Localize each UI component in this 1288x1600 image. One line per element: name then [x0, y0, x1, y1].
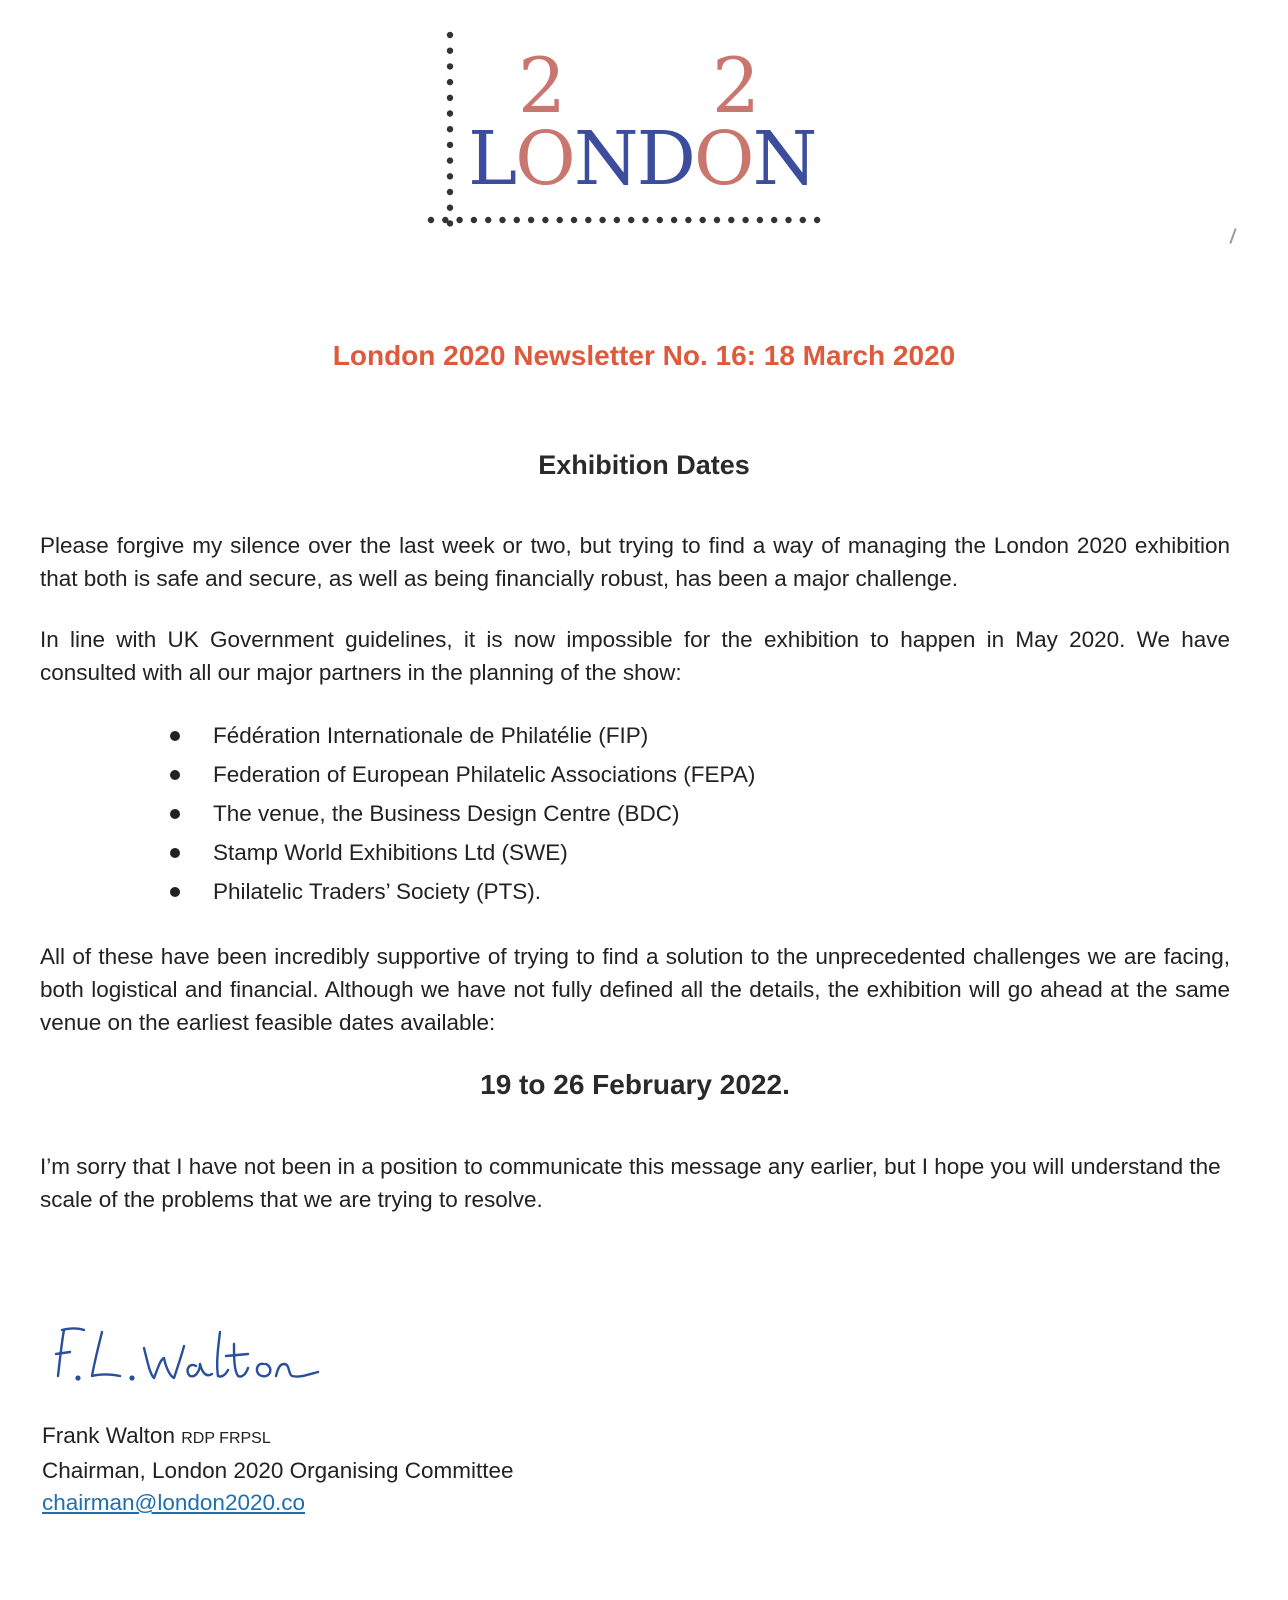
- perforation-dot: [447, 173, 453, 179]
- perforation-dot: [447, 205, 453, 211]
- partner-label: The venue, the Business Design Centre (BDC): [213, 801, 680, 826]
- bullet-icon: [170, 809, 180, 819]
- perforation-dot: [571, 217, 577, 223]
- list-item: [168, 833, 755, 872]
- bullet-icon: [170, 770, 180, 780]
- signer-email-link[interactable]: chairman@london2020.co: [42, 1490, 306, 1515]
- signer-role: Chairman, London 2020 Organising Committee: [42, 1458, 514, 1483]
- perforation-dot: [757, 217, 763, 223]
- bullet-icon: [170, 731, 180, 741]
- perforation-dot: [685, 217, 691, 223]
- perforation-dot: [447, 110, 453, 116]
- perforation-dot: [447, 63, 453, 69]
- list-item: [168, 755, 755, 794]
- logo-digit-left: 2: [517, 41, 567, 130]
- perforation-dot: [514, 217, 520, 223]
- partner-label: Stamp World Exhibitions Ltd (SWE): [213, 840, 568, 865]
- scan-mark: [1229, 228, 1236, 244]
- paragraph-apology: I’m sorry that I have not been in a position to communicate this message any earlier, but I hope you will understand the scale of the problems that we are trying to resolve.: [40, 1154, 1221, 1212]
- newsletter-title: London 2020 Newsletter No. 16: 18 March 2020: [332, 340, 956, 371]
- logo-digit-right: 2: [711, 41, 761, 130]
- perforation-dot: [447, 142, 453, 148]
- partner-label: Federation of European Philatelic Associations (FEPA): [213, 762, 756, 787]
- perforation-dot: [528, 217, 534, 223]
- perforation-dot: [447, 189, 453, 195]
- perforation-dot: [700, 217, 706, 223]
- perforation-dot: [456, 217, 462, 223]
- perforation-dot: [447, 48, 453, 54]
- perforation-dot: [447, 126, 453, 132]
- perforation-dot: [599, 217, 605, 223]
- london-2020-logo: [420, 20, 860, 260]
- handwritten-signature: [44, 1318, 334, 1398]
- signer-block: [42, 1420, 514, 1519]
- perforation-dot: [671, 217, 677, 223]
- paragraph-intro: Please forgive my silence over the last week or two, but trying to find a way of managing the London 2020 exhibition that both is safe and secure, as well as being financially robust, has been a major challenge.: [40, 533, 1230, 591]
- perforation-dot: [657, 217, 663, 223]
- partner-label: Philatelic Traders’ Society (PTS).: [213, 879, 542, 904]
- perforation-dot: [628, 217, 634, 223]
- logo-perforation-vertical: [447, 32, 453, 227]
- perforation-dot: [742, 217, 748, 223]
- signer-name: Frank Walton: [42, 1423, 175, 1448]
- perforation-dot: [447, 95, 453, 101]
- perforation-dot: [447, 157, 453, 163]
- perforation-dot: [557, 217, 563, 223]
- perforation-dot: [785, 217, 791, 223]
- perforation-dot: [447, 79, 453, 85]
- logo-perforation-horizontal: [428, 217, 821, 223]
- perforation-dot: [614, 217, 620, 223]
- signer-name-line: [42, 1420, 514, 1455]
- perforation-dot: [585, 217, 591, 223]
- perforation-dot: [447, 32, 453, 38]
- perforation-dot: [428, 217, 434, 223]
- perforation-dot: [714, 217, 720, 223]
- paragraph-support: All of these have been incredibly supportive of trying to find a solution to the unprecedented challenges we are facing, both logistical and financial. Although we have not fully defined all the details, the exhibition will go ahead at the same venue on the earliest feasible dates available:: [40, 944, 1230, 1035]
- perforation-dot: [800, 217, 806, 223]
- signature-graphic: [44, 1318, 334, 1398]
- perforation-dot: [442, 217, 448, 223]
- perforation-dot: [642, 217, 648, 223]
- perforation-dot: [471, 217, 477, 223]
- logo-wordmark: LONDON: [468, 116, 816, 202]
- logo-graphic: [420, 20, 860, 260]
- partners-list: [168, 716, 755, 911]
- perforation-dot: [485, 217, 491, 223]
- perforation-dot: [814, 217, 820, 223]
- list-item: [168, 794, 755, 833]
- list-item: [168, 872, 755, 911]
- signer-post-nominals: RDP FRPSL: [181, 1430, 271, 1447]
- paragraph-guidelines: In line with UK Government guidelines, it is now impossible for the exhibition to happen in May 2020. We have consulted with all our major partners in the planning of the show:: [40, 627, 1230, 685]
- bullet-icon: [170, 848, 180, 858]
- list-item: [168, 716, 755, 755]
- perforation-dot: [499, 217, 505, 223]
- perforation-dot: [728, 217, 734, 223]
- new-exhibition-dates: 19 to 26 February 2022.: [480, 1069, 790, 1100]
- perforation-dot: [542, 217, 548, 223]
- partner-label: Fédération Internationale de Philatélie (FIP): [213, 723, 649, 748]
- perforation-dot: [771, 217, 777, 223]
- bullet-icon: [170, 887, 180, 897]
- section-heading: Exhibition Dates: [538, 450, 750, 480]
